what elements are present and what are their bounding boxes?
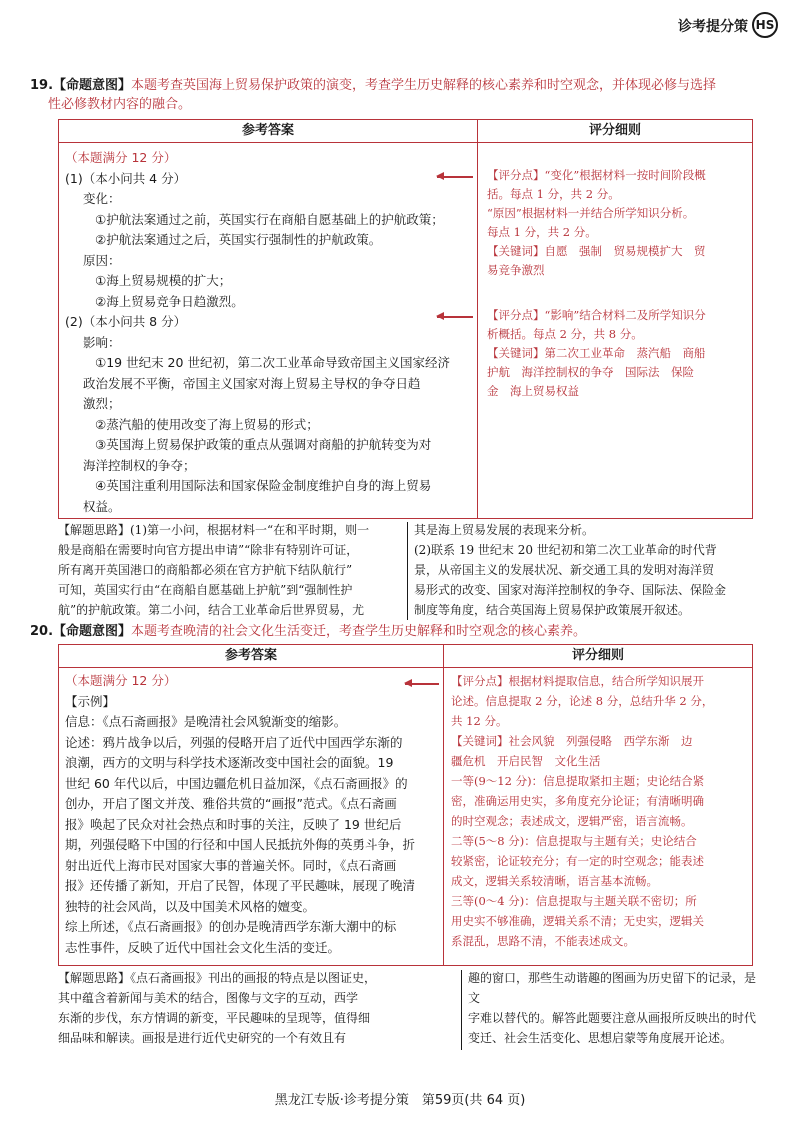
q19-answer-line: ②蒸汽船的使用改变了海上贸易的形式； (95, 416, 319, 432)
q19-answer-line: 权益。 (83, 498, 121, 514)
q19-answer-line: ④英国注重利用国际法和国家保险金制度维护自身的海上贸易 (95, 478, 432, 493)
q20-number: 20. (30, 624, 54, 639)
q19-rubric-1 (487, 166, 749, 280)
q19-answer-line: ③英国海上贸易保护政策的重点从强调对商船的护航转变为对 (95, 437, 432, 452)
q20-rubric-line: 疆危机 开启民智 文化生活 (451, 754, 601, 768)
q20-col-rubric: 评分细则 (444, 645, 752, 668)
q19-intent (30, 76, 770, 114)
q19-solution-right (414, 520, 754, 620)
page-header-title: 诊考提分策 (678, 19, 748, 35)
q19-solution-line: 所有离开英国港口的商船都必须在官方护航下结队航行” (58, 563, 353, 577)
brand-logo-icon: HS (752, 12, 778, 38)
q19-rubric-line: 【关键词】第二次工业革命 蒸汽船 商船 (487, 346, 706, 360)
q19-solution-line: 易形式的改变、国家对海洋控制权的争夺、国际法、保险金 (414, 583, 727, 597)
q19-solution-line: 【解题思路】(1)第一小问，根据材料一“在和平时期，则一 (58, 523, 370, 537)
q20-answer-line: 独特的社会风尚，以及中国美术风格的嬗变。 (65, 898, 316, 914)
q20-solution-line: 【解题思路】《点石斋画报》刊出的画报的特点是以图证史， (58, 971, 377, 985)
q20-rubric-line: 成文，逻辑关系较清晰，语言基本流畅。 (451, 874, 658, 888)
q19-answer-line: ①19 世纪末 20 世纪初，第二次工业革命导致帝国主义国家经济 (95, 355, 450, 370)
q19-rubric-line: 易竞争激烈 (487, 263, 545, 277)
q20-arrow-icon (405, 683, 439, 685)
q19-answer-line: 激烈； (83, 396, 121, 411)
q19-answer-line: 政治发展不平衡，帝国主义国家对海上贸易主导权的争夺日趋 (83, 375, 421, 391)
q19-solution-line: 制度等角度，结合英国海上贸易保护政策展开叙述。 (414, 603, 691, 617)
q19-solution-divider (407, 522, 408, 620)
q20-rubric-line: 共 12 分。 (451, 714, 508, 728)
q19-solution-line: (2)联系 19 世纪末 20 世纪初和第二次工业革命的时代背 (414, 543, 717, 557)
q20-answer-line: 期，列强侵略下中国的行径和中国人民抵抗外侮的英勇斗争，折 (65, 837, 416, 852)
q19-rubric-line: 【评分点】“变化”根据材料一按时间阶段概 (487, 168, 706, 182)
q19-answer-line: ②海上贸易竞争日趋激烈。 (95, 293, 244, 309)
q19-answer-line: ①护航法案通过之前，英国实行在商船自愿基础上的护航政策； (95, 211, 444, 227)
q20-answer-line: 综上所述，《点石斋画报》的创办是晚清西学东渐大潮中的标 (65, 919, 397, 934)
q20-solution-line: 变迁、社会生活变化、思想启蒙等角度展开论述。 (468, 1031, 733, 1045)
q19-intent-label: 【命题意图】 (53, 78, 132, 93)
q20-answer-line: 论述：鸦片战争以后，列强的侵略开启了近代中国西学东渐的 (65, 734, 403, 750)
q20-solution-right (468, 968, 758, 1048)
q20-rubric-line: 【关键词】社会风貌 列强侵略 西学东渐 边 (451, 734, 693, 748)
q19-intent-line-1: 本题考查英国海上贸易保护政策的演变，考查学生历史解释的核心素养和时空观念，并体现必修与选择 (131, 78, 717, 93)
q20-rubric-line: 【评分点】根据材料提取信息，结合所学知识展开 (451, 674, 704, 688)
q20-rubric-line: 的时空观念；表述成文，逻辑严密，语言流畅。 (451, 814, 693, 828)
q19-solution-line: 景，从帝国主义的发展状况、新交通工具的发明对海洋贸 (414, 563, 715, 577)
q19-answer-line: 原因： (83, 252, 121, 268)
q20-rubric-line: 用史实不够准确，逻辑关系不清；无史实，逻辑关 (451, 914, 704, 928)
q20-solution-line: 细品味和解读。画报是进行近代史研究的一个有效且有 (58, 1031, 347, 1045)
q20-intent (30, 622, 770, 641)
q20-col-answer: 参考答案 (59, 645, 443, 668)
q20-rubric-line: 密，准确运用史实，多角度充分论证；有清晰明确 (451, 794, 704, 808)
q19-rubric-line: 每点 1 分，共 2 分。 (487, 225, 597, 239)
q20-answer-line: 射出近代上海市民对国家大事的普遍关怀。同时，《点石斋画 (65, 857, 397, 873)
q19-arrow-1-icon (437, 176, 473, 178)
q19-rubric-line: 金 海上贸易权益 (487, 384, 579, 398)
q20-answer-line: 报》还传播了新知，开启了民智，体现了平民趣味，展现了晚清 (65, 878, 416, 893)
q20-answer-line: 浪潮，西方的文明与科学技术逐渐改变中国社会的面貌。19 (65, 755, 394, 770)
q20-rubric-line: 论述。信息提取 2 分，论述 8 分，总结升华 2 分， (451, 694, 714, 708)
q20-solution-divider (461, 970, 462, 1050)
q20-rubric-line: 二等(5～8 分)：信息提取与主题有关；史论结合 (451, 834, 697, 848)
q19-number: 19. (30, 78, 54, 93)
q20-rubric-line: 较紧密，论证较充分；有一定的时空观念；能表述 (451, 854, 704, 868)
q20-answer (65, 671, 439, 958)
q19-rubric-2 (487, 306, 749, 401)
q19-rubric-line: 括。每点 1 分，共 2 分。 (487, 187, 620, 201)
q20-answer-line: 【示例】 (65, 693, 116, 709)
q20-intent-line: 本题考查晚清的社会文化生活变迁，考查学生历史解释和时空观念的核心素养。 (131, 624, 587, 639)
q20-answer-line: （本题满分 12 分） (65, 673, 177, 688)
q19-rubric-line: 析概括。每点 2 分，共 8 分。 (487, 327, 643, 341)
q19-answer (65, 148, 473, 517)
q20-answer-line: 报》唤起了民众对社会热点和时事的关注，反映了 19 世纪后 (65, 816, 402, 832)
q20-solution-left (58, 968, 458, 1048)
q19-solution-left (58, 520, 404, 620)
q20-rubric-line: 系混乱，思路不清，不能表述成文。 (451, 934, 635, 948)
q20-table (58, 644, 753, 966)
q19-col-answer: 参考答案 (59, 120, 477, 143)
page-footer: 黑龙江专版·诊考提分策 第59页(共 64 页) (274, 1093, 526, 1108)
q19-answer-line: ①海上贸易规模的扩大； (95, 273, 232, 288)
q19-table (58, 119, 753, 519)
q20-intent-label: 【命题意图】 (53, 624, 132, 639)
q19-answer-line: ②护航法案通过之后，英国实行强制性的护航政策。 (95, 232, 382, 247)
q19-intent-line-2: 性必修教材内容的融合。 (48, 97, 192, 112)
q19-solution-line: 可知，英国实行由“在商船自愿基础上护航”到“强制性护 (58, 583, 353, 597)
q20-solution-line: 其中蕴含着新闻与美术的结合，图像与文字的互动，西学 (58, 991, 359, 1005)
q20-solution-line: 东渐的步伐，东方情调的新变，平民趣味的呈现等，值得细 (58, 1011, 371, 1025)
q19-solution-line: 航”的护航政策。第二小问，结合工业革命后世界贸易，尤 (58, 603, 365, 617)
q19-col-rubric: 评分细则 (478, 120, 752, 143)
q19-rubric-line: 【评分点】“影响”结合材料二及所学知识分 (487, 308, 706, 322)
q20-answer-line: 世纪 60 年代以后，中国边疆危机日益加深，《点石斋画报》的 (65, 775, 408, 791)
q19-solution-line: 其是海上贸易发展的表现来分析。 (414, 523, 595, 537)
q19-column-divider (477, 120, 478, 518)
q19-answer-line: 海洋控制权的争夺； (83, 457, 196, 473)
q20-rubric-line: 三等(0～4 分)：信息提取与主题关联不密切；所 (451, 894, 697, 908)
q20-column-divider (443, 645, 444, 965)
q19-rubric-line: 护航 海洋控制权的争夺 国际法 保险 (487, 365, 694, 379)
q20-answer-line: 志性事件，反映了近代中国社会文化生活的变迁。 (65, 939, 341, 955)
q19-arrow-2-icon (437, 316, 473, 318)
q20-rubric-line: 一等(9～12 分)：信息提取紧扣主题；史论结合紧 (451, 774, 705, 788)
q19-answer-line: 影响： (83, 334, 121, 350)
q19-solution-line: 般是商船在需要时向官方提出申请”“除非有特别许可证， (58, 543, 359, 557)
q19-rubric-line: 【关键词】自愿 强制 贸易规模扩大 贸 (487, 244, 706, 258)
q20-answer-line: 创办，开启了图文并茂、雅俗共赏的“画报”范式。《点石斋画 (65, 796, 397, 811)
q20-rubric (451, 671, 749, 951)
q19-answer-line: 变化： (83, 191, 121, 206)
q20-answer-line: 信息：《点石斋画报》是晚清社会风貌渐变的缩影。 (65, 714, 347, 729)
q20-solution-line: 字难以替代的。解答此题要注意从画报所反映出的时代 (468, 1011, 757, 1025)
q19-rubric-line: “原因”根据材料一并结合所学知识分析。 (487, 206, 695, 220)
q20-solution-line: 趣的窗口，那些生动谐趣的图画为历史留下的记录，是文 (468, 971, 757, 1005)
q19-answer-line: (2)（本小问共 8 分） (65, 314, 187, 329)
q19-answer-line: （本题满分 12 分） (65, 150, 177, 165)
q19-answer-line: (1)（本小问共 4 分） (65, 170, 187, 186)
